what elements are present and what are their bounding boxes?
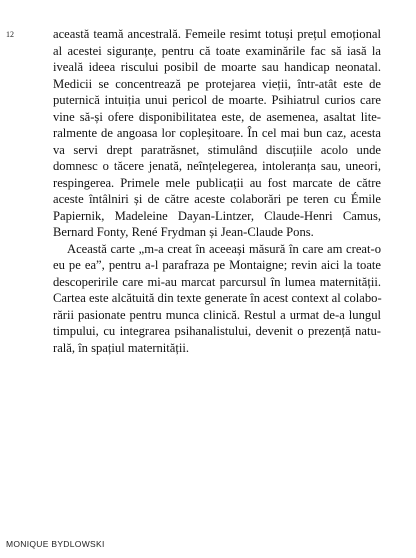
body-text xyxy=(53,26,381,356)
text-line: Această carte „m-a creat în aceeași măsură în care am creat-o xyxy=(67,241,381,256)
text-line: rării pasionate pentru munca clinică. Restul a urmat de-a lungul xyxy=(53,307,381,322)
text-line: rală, în spațiul maternității. xyxy=(53,340,190,355)
page-number: 12 xyxy=(6,30,14,39)
paragraph-2 xyxy=(53,241,381,357)
text-line: domnesc o tăcere jenată, neînțelegerea, intoleranța sau, uneori, xyxy=(53,159,381,173)
text-line: iveală ideea riscului posibil de moarte sau handicap neonatal. xyxy=(53,60,381,74)
text-line: aceste întâlniri și de către aceste colaborări pe teren cu Émile xyxy=(53,192,381,206)
text-line: această teamă ancestrală. Femeile resimt totuși prețul emoțional xyxy=(53,27,381,41)
paragraph-1 xyxy=(53,26,381,241)
text-line: Bernard Fonty, René Frydman și Jean-Claude Pons. xyxy=(53,225,314,239)
text-line: descoperirile care mi-au marcat parcursul în lumea maternității. xyxy=(53,274,381,289)
text-line: eu pe ea”, pentru a-l parafraza pe Montaigne; revin aici la toate xyxy=(53,258,381,272)
text-line: ralmente de angoasa lor copleșitoare. În cel mai bun caz, acesta xyxy=(53,126,381,140)
text-line: respingerea. Primele mele publicații au fost marcate de către xyxy=(53,175,381,190)
footer-author: MONIQUE BYDLOWSKI xyxy=(6,539,105,549)
text-line: al acestei siguranțe, pentru că toate examinările fac să iasă la xyxy=(53,43,381,58)
text-line: puternică intuiția unui pericol de moarte. Psihiatrul curios care xyxy=(53,93,381,107)
text-line: vine să-și ofere disponibilitatea este, de asemenea, asaltat lite- xyxy=(53,109,381,124)
text-line: Papiernik, Madeleine Dayan-Lintzer, Claude-Henri Camus, xyxy=(53,208,381,223)
text-line: timpului, cu integrarea psihanalistului, devenit o prezență natu- xyxy=(53,324,381,338)
text-line: Cartea este alcătuită din texte generate în acest context al colabo- xyxy=(53,291,382,305)
text-line: va servi drept paratrăsnet, stimulând discuțiile acolo unde xyxy=(53,142,381,157)
text-line: Medicii se concentrează pe protejarea vieții, într-atât este de xyxy=(53,76,381,91)
